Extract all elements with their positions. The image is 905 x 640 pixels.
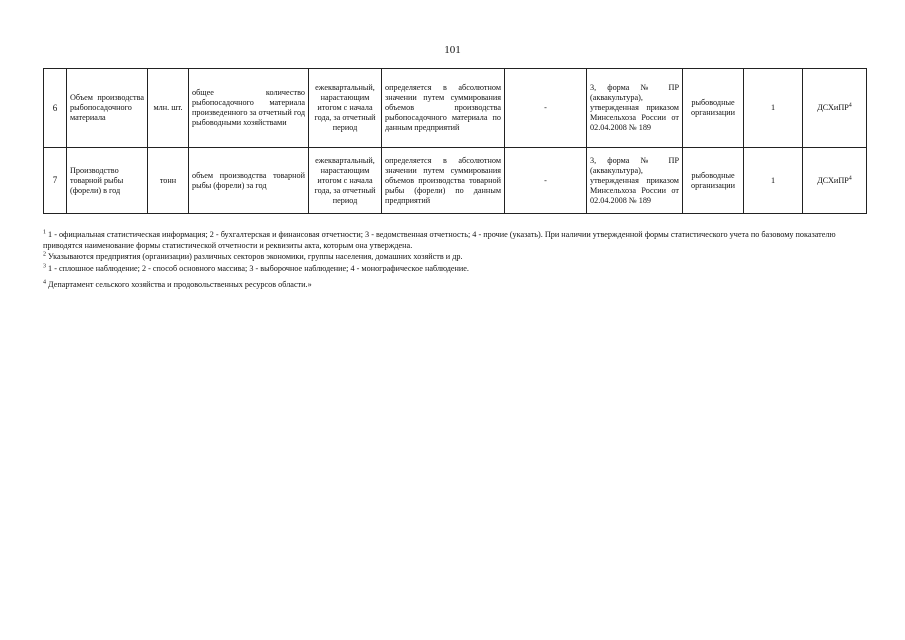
- indicator-name: Объем производства рыбопосадочного материала: [67, 69, 148, 148]
- table-row: [44, 148, 867, 214]
- footnote-mark: 4: [848, 174, 852, 181]
- footnote-mark: 1: [43, 229, 46, 236]
- periodicity: ежеквартальный, нарастающим итогом с начала года, за отчетный период: [309, 69, 382, 148]
- indicators-table: [43, 68, 867, 214]
- responsible-body: [803, 148, 867, 214]
- indicator-name: Производство товарной рыбы (форели) в год: [67, 148, 148, 214]
- footnote-text: Департамент сельского хозяйства и продовольственных ресурсов области.»: [48, 279, 312, 289]
- calculation-method: определяется в абсолютном значении путем суммирования объемов производства рыбопосадочного материала по данным предприятий: [382, 69, 505, 148]
- footnote-text: Указываются предприятия (организации) различных секторов экономики, группы населения, домашних хозяйств и др.: [48, 252, 463, 262]
- footnote-2: [43, 252, 873, 263]
- footnote-3: [43, 264, 873, 275]
- collection-method: 1: [744, 69, 803, 148]
- page-number: 101: [444, 44, 461, 56]
- footnote-1: [43, 230, 873, 251]
- indicator-definition: объем производства товарной рыбы (форели) за год: [189, 148, 309, 214]
- unit-of-measure: тонн: [148, 148, 189, 214]
- responsible-body: [803, 69, 867, 148]
- periodicity: ежеквартальный, нарастающим итогом с начала года, за отчетный период: [309, 148, 382, 214]
- footnote-mark: 4: [43, 278, 46, 285]
- footnote-mark: 2: [43, 251, 46, 258]
- calculation-method: определяется в абсолютном значении путем суммирования объемов производства товарной рыбы (форели) по данным предприятий: [382, 148, 505, 214]
- reporting-entities: рыбоводные организации: [683, 148, 744, 214]
- footnotes: [43, 230, 873, 291]
- footnote-mark: 3: [43, 263, 46, 270]
- blank-cell: -: [505, 148, 587, 214]
- data-source: 3, форма № ПР (аквакультура), утвержденная приказом Минсельхоза России от 02.04.2008 № 189: [587, 148, 683, 214]
- collection-method: 1: [744, 148, 803, 214]
- indicator-definition: общее количество рыбопосадочного материала произведенного за отчетный год рыбоводными хозяйствами: [189, 69, 309, 148]
- unit-of-measure: млн. шт.: [148, 69, 189, 148]
- footnote-4: [43, 280, 873, 291]
- row-number: 7: [44, 148, 67, 214]
- data-source: 3, форма № ПР (аквакультура), утвержденная приказом Минсельхоза России от 02.04.2008 № 189: [587, 69, 683, 148]
- responsible-name: ДСХиПР: [817, 103, 849, 112]
- footnote-text: 1 - официальная статистическая информация; 2 - бухгалтерская и финансовая отчетности; 3 - ведомственная отчетность; 4 - прочие (указать). При наличии утвержденной формы статистического учета по базовому показателю приводятся наименование формы статистической отчетности и реквизиты акта, которым она утверждена.: [43, 230, 836, 250]
- footnote-text: 1 - сплошное наблюдение; 2 - способ основного массива; 3 - выборочное наблюдение; 4 - монографическое наблюдение.: [48, 263, 469, 273]
- responsible-name: ДСХиПР: [817, 175, 849, 185]
- reporting-entities: рыбоводные организации: [683, 69, 744, 148]
- footnote-mark: 4: [848, 102, 852, 109]
- row-number: 6: [44, 69, 67, 148]
- table-row: [44, 69, 867, 148]
- blank-cell: -: [505, 69, 587, 148]
